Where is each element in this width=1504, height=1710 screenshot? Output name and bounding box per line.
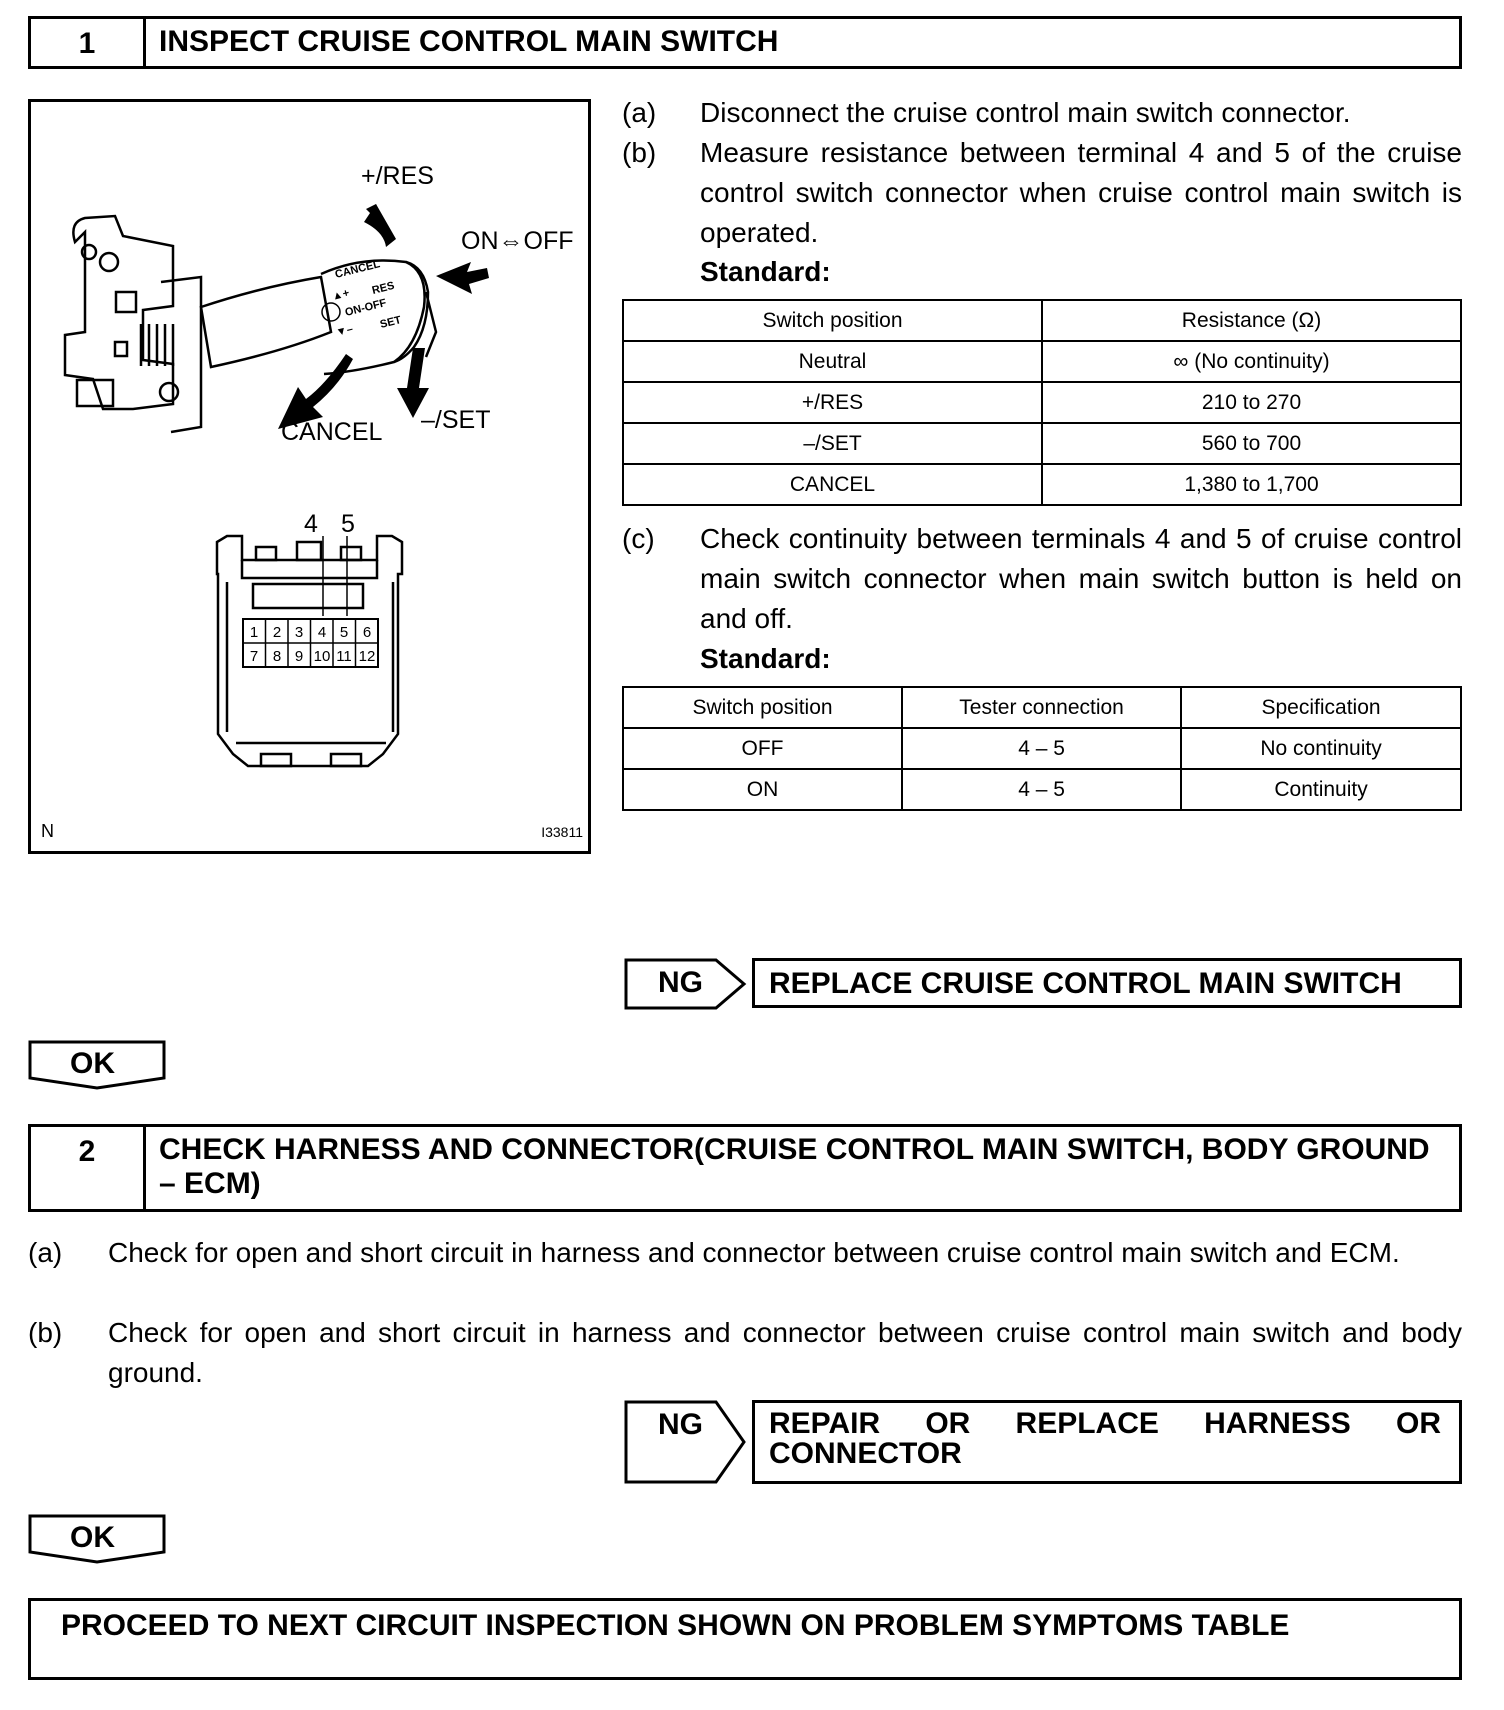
step1-item-b xyxy=(622,133,1462,253)
table-cell: +/RES xyxy=(623,382,1042,423)
pin-4: 4 xyxy=(317,624,327,641)
table-header-cell: Switch position xyxy=(623,300,1042,341)
pin-10: 10 xyxy=(313,648,331,665)
lever-set-text: SET xyxy=(378,314,403,331)
table-header-cell: Tester connection xyxy=(902,687,1181,728)
table-cell: CANCEL xyxy=(623,464,1042,505)
step1-ok-label: OK xyxy=(70,1047,115,1080)
onoff-label: ON⇔OFF xyxy=(461,227,574,255)
pin-2: 2 xyxy=(272,624,282,641)
step1-number: 1 xyxy=(31,19,146,66)
table-cell: OFF xyxy=(623,728,902,769)
table-row xyxy=(623,341,1461,382)
pin4-label: 4 xyxy=(304,510,318,538)
pin-1: 1 xyxy=(249,624,259,641)
pin-6: 6 xyxy=(362,624,372,641)
step2-item-b xyxy=(28,1313,1462,1393)
step2-a-text: Check for open and short circuit in harness and connector between cruise control main switch and ECM. xyxy=(108,1237,1400,1268)
step1-standard-label-2: Standard: xyxy=(700,643,831,674)
connector-pin-grid xyxy=(243,619,378,667)
set-label: –/SET xyxy=(421,406,491,434)
step2-b-label: (b) xyxy=(28,1317,63,1348)
step1-title: INSPECT CRUISE CONTROL MAIN SWITCH xyxy=(159,25,779,58)
step1-c-text: Check continuity between terminals 4 and 5 of cruise control main switch connector when main switch button is held on and off. xyxy=(700,523,1462,634)
step2-ng-label: NG xyxy=(658,1408,703,1441)
step1-ng-action-text: REPLACE CRUISE CONTROL MAIN SWITCH xyxy=(769,967,1402,1000)
table-cell: No continuity xyxy=(1181,728,1461,769)
table-header-cell: Resistance (Ω) xyxy=(1042,300,1461,341)
lever-cancel-text: CANCEL xyxy=(333,258,382,281)
continuity-table xyxy=(622,686,1462,811)
pin5-label: 5 xyxy=(341,510,355,538)
step1-item-c xyxy=(622,519,1462,639)
step2-item-a xyxy=(28,1233,1462,1313)
table-header-cell: Switch position xyxy=(623,687,902,728)
onoff-arrow-icon xyxy=(436,262,489,294)
table-cell: ON xyxy=(623,769,902,810)
figure-corner-label: N xyxy=(41,821,54,841)
table-row xyxy=(623,687,1461,728)
table-cell: –/SET xyxy=(623,423,1042,464)
res-label: +/RES xyxy=(361,162,434,190)
pin-3: 3 xyxy=(294,624,304,641)
step2-b-text: Check for open and short circuit in harness and connector between cruise control main switch and body ground. xyxy=(108,1317,1462,1388)
step1-ng-action xyxy=(752,958,1462,1008)
table-cell: 4 – 5 xyxy=(902,769,1181,810)
lever-minus-text: ▼– xyxy=(334,323,355,339)
step1-standard-label: Standard: xyxy=(700,256,831,287)
table-row xyxy=(623,382,1461,423)
table-cell: ∞ (No continuity) xyxy=(1042,341,1461,382)
cruise-switch-illustration xyxy=(31,102,588,851)
table-cell: Neutral xyxy=(623,341,1042,382)
step2-number: 2 xyxy=(31,1127,146,1209)
lever-res-text: RES xyxy=(370,279,396,297)
final-instruction-text: PROCEED TO NEXT CIRCUIT INSPECTION SHOWN ON PROBLEM SYMPTOMS TABLE xyxy=(61,1609,1290,1642)
figure-id: I33811 xyxy=(541,824,583,840)
lever-onoff-text: ON-OFF xyxy=(343,297,388,319)
lever-plus-text: ▲+ xyxy=(330,287,351,303)
table-row xyxy=(623,464,1461,505)
step2-a-label: (a) xyxy=(28,1237,63,1268)
step1-item-a xyxy=(622,93,1462,133)
pin-7: 7 xyxy=(249,648,259,665)
step2-header xyxy=(28,1124,1462,1212)
pin-12: 12 xyxy=(358,648,376,665)
table-header-cell: Specification xyxy=(1181,687,1461,728)
step1-b-label: (b) xyxy=(622,137,657,168)
pin-11: 11 xyxy=(336,648,352,665)
table-row xyxy=(623,728,1461,769)
table-cell: 4 – 5 xyxy=(902,728,1181,769)
table-row xyxy=(623,769,1461,810)
step1-ng-label: NG xyxy=(658,966,703,999)
step1-header xyxy=(28,16,1462,69)
pin-9: 9 xyxy=(294,648,304,665)
step1-c-label: (c) xyxy=(622,523,655,554)
switch-figure xyxy=(28,99,591,854)
table-cell: 210 to 270 xyxy=(1042,382,1461,423)
lever-icon xyxy=(322,303,340,321)
step1-a-text: Disconnect the cruise control main switch connector. xyxy=(700,97,1351,128)
resistance-table xyxy=(622,299,1462,506)
table-cell: 560 to 700 xyxy=(1042,423,1461,464)
table-row xyxy=(623,423,1461,464)
step1-a-label: (a) xyxy=(622,97,657,128)
cancel-label: CANCEL xyxy=(281,418,383,446)
table-cell: 1,380 to 1,700 xyxy=(1042,464,1461,505)
final-instruction xyxy=(28,1598,1462,1680)
table-cell: Continuity xyxy=(1181,769,1461,810)
step2-title: CHECK HARNESS AND CONNECTOR(CRUISE CONTROL MAIN SWITCH, BODY GROUND – ECM) xyxy=(159,1133,1430,1200)
step1-b-text: Measure resistance between terminal 4 and 5 of the cruise control switch connector when cruise control main switch is operated. xyxy=(700,137,1462,248)
pin-8: 8 xyxy=(272,648,282,665)
pin-5: 5 xyxy=(339,624,349,641)
step2-ok-label: OK xyxy=(70,1521,115,1554)
table-row xyxy=(623,300,1461,341)
step2-ng-action xyxy=(752,1400,1462,1484)
step2-ng-action-text: REPAIR OR REPLACE HARNESS OR CONNECTOR xyxy=(769,1407,1441,1470)
